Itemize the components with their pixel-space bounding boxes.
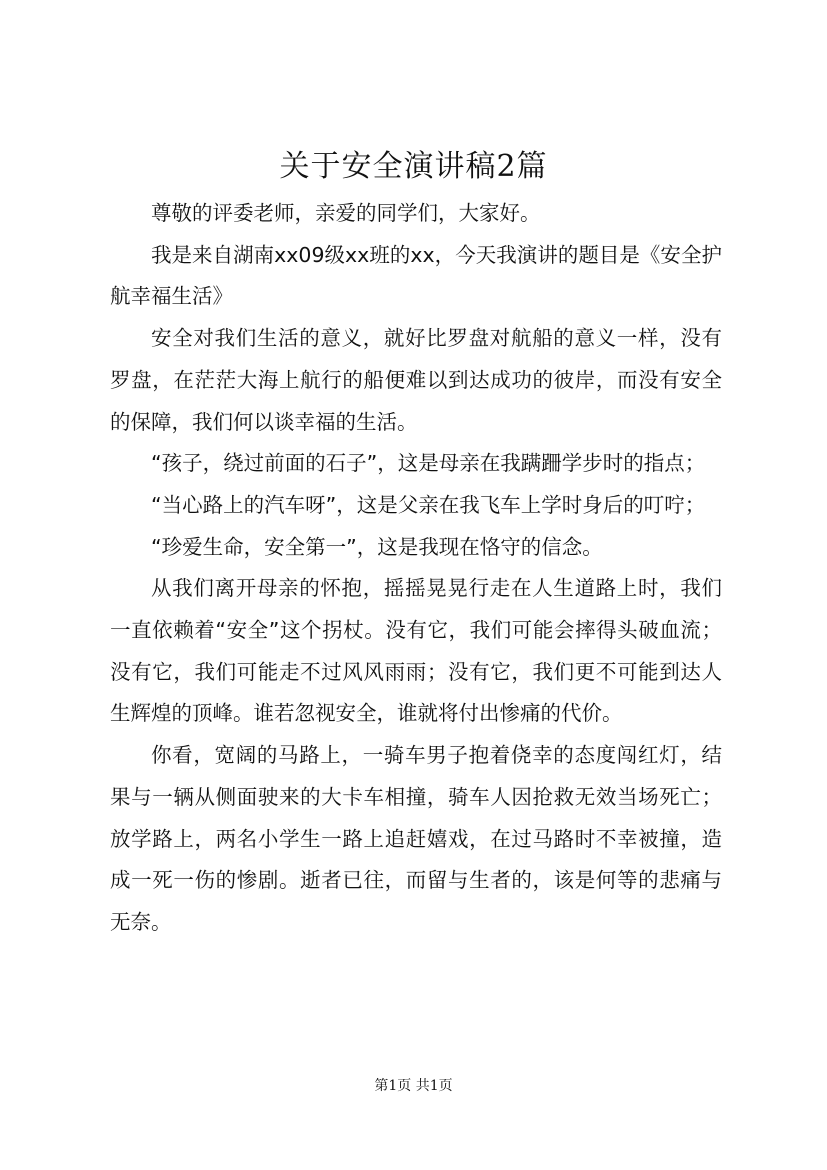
document-body <box>110 193 722 944</box>
paragraph-compass: 安全对我们生活的意义，就好比罗盘对航船的意义一样，没有罗盘，在茫茫大海上航行的船便难以到达成功的彼岸，而没有安全的保障，我们何以谈幸福的生活。 <box>110 326 722 434</box>
page-footer: 第1页 共1页 <box>374 1078 453 1094</box>
paragraph-belief: “珍爱生命，安全第一”，这是我现在恪守的信念。 <box>151 534 603 559</box>
paragraph-intro: 我是来自湖南xx09级xx班的xx，今天我演讲的题目是《安全护航幸福生活》 <box>110 242 722 309</box>
paragraph-greeting: 尊敬的评委老师，亲爱的同学们，大家好。 <box>151 201 541 225</box>
paragraph-father: “当心路上的汽车呀”，这是父亲在我飞车上学时身后的叮咛； <box>151 492 706 517</box>
document-title: 关于安全演讲稿2篇 <box>279 149 548 184</box>
paragraph-mother: “孩子，绕过前面的石子”，这是母亲在我蹒跚学步时的指点； <box>151 451 706 476</box>
paragraph-accidents: 你看，宽阔的马路上，一骑车男子抱着侥幸的态度闯红灯，结果与一辆从侧面驶来的大卡车相撞，骑车人因抢救无效当场死亡；放学路上，两名小学生一路上追赶嬉戏，在过马路时不幸被撞，造成一死一伤的惨剧。逝者已往，而留与生者的，该是何等的悲痛与无奈。 <box>110 743 722 934</box>
paragraph-crutch: 从我们离开母亲的怀抱，摇摇晃晃行走在人生道路上时，我们一直依赖着“安全”这个拐杖。没有它，我们可能会摔得头破血流；没有它，我们可能走不过风风雨雨；没有它，我们更不可能到达人生辉煌的顶峰。谁若忽视安全，谁就将付出惨痛的代价。 <box>110 576 722 726</box>
